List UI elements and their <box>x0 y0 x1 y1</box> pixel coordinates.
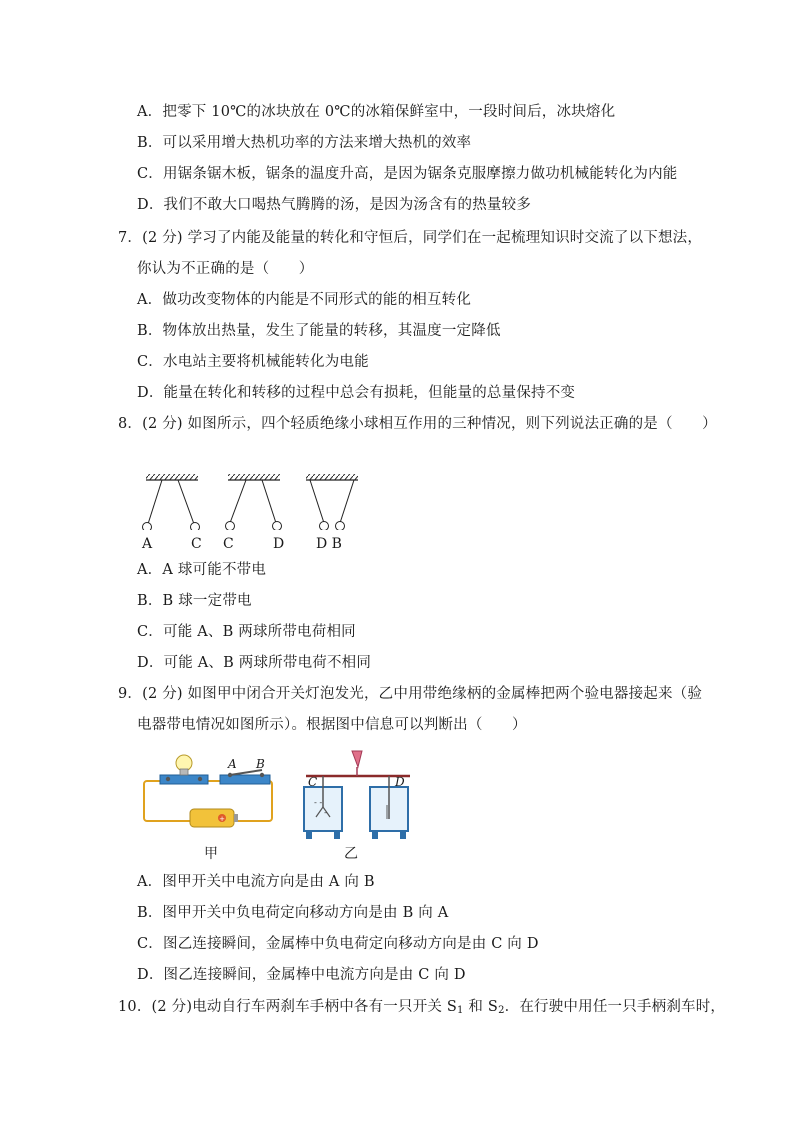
q10-stem-line1 <box>118 998 725 1020</box>
q9-label-b: B <box>256 757 265 771</box>
q8-label-db: D B <box>316 536 342 552</box>
q7-option-c: C．水电站主要将机械能转化为电能 <box>137 354 369 370</box>
q6-option-c: C．用锯条锯木板，锯条的温度升高，是因为锯条克服摩擦力做功机械能转化为内能 <box>137 166 678 182</box>
ceiling-2 <box>228 474 280 480</box>
svg-text:+: + <box>219 815 225 823</box>
q10-text-pre: 10．(2 分)电动自行车两刹车手柄中各有一只开关 S <box>118 999 458 1015</box>
q8-stem-line1: 8．(2 分) 如图所示，四个轻质绝缘小球相互作用的三种情况，则下列说法正确的是（ ） <box>118 416 717 432</box>
q7-stem-line1: 7．(2 分) 学习了内能及能量的转化和守恒后，同学们在一起梳理知识时交流了以下想法， <box>118 230 703 246</box>
q9-option-b: B．图甲开关中负电荷定向移动方向是由 B 向 A <box>137 905 449 921</box>
q10-s2-subscript: 2 <box>498 1005 505 1016</box>
q7-stem-line2: 你认为不正确的是（ ） <box>137 261 314 277</box>
ball-a <box>143 523 152 531</box>
q10-s1-subscript: 1 <box>457 1005 464 1016</box>
q9-stem-line1: 9．(2 分) 如图甲中闭合开关灯泡发光，乙中用带绝缘柄的金属棒把两个验电器接起来（验 <box>118 686 703 702</box>
q8-option-b: B．B 球一定带电 <box>137 593 252 609</box>
ball-c2 <box>226 522 235 531</box>
svg-text:- -: - - <box>314 798 323 807</box>
q9-label-jia: 甲 <box>204 846 218 862</box>
q9-label-a: A <box>228 757 237 771</box>
q8-pendulum-diagram <box>138 470 368 530</box>
q8-option-a: A．A 球可能不带电 <box>137 562 267 578</box>
q9-circuit-electroscope-diagram <box>138 745 428 845</box>
q9-option-a: A．图甲开关中电流方向是由 A 向 B <box>137 874 375 890</box>
q9-option-d: D．图乙连接瞬间，金属棒中电流方向是由 C 向 D <box>137 967 466 983</box>
ball-d <box>273 522 282 531</box>
q10-text-mid: 和 S <box>463 999 499 1015</box>
ceiling-1 <box>146 474 198 480</box>
ball-b <box>336 522 345 531</box>
ceiling-3 <box>306 474 358 480</box>
q9-label-yi: 乙 <box>344 846 358 862</box>
battery-icon <box>190 809 234 827</box>
q9-option-c: C．图乙连接瞬间，金属棒中负电荷定向移动方向是由 C 向 D <box>137 936 539 952</box>
q6-option-d: D．我们不敢大口喝热气腾腾的汤，是因为汤含有的热量较多 <box>137 197 532 213</box>
q7-option-a: A．做功改变物体的内能是不同形式的能的相互转化 <box>137 292 472 308</box>
q7-option-b: B．物体放出热量，发生了能量的转移，其温度一定降低 <box>137 323 501 339</box>
q8-label-c2: C <box>223 536 234 552</box>
q9-stem-line2: 电器带电情况如图所示）。根据图中信息可以判断出（ ） <box>137 717 527 733</box>
q8-option-c: C．可能 A、B 两球所带电荷相同 <box>137 624 356 640</box>
q8-option-d: D．可能 A、B 两球所带电荷不相同 <box>137 655 372 671</box>
q8-label-d: D <box>273 536 285 552</box>
ball-d2 <box>320 522 329 531</box>
q9-label-d: D <box>395 775 405 789</box>
q9-figure <box>138 745 428 865</box>
q9-label-c: C <box>308 775 318 789</box>
q6-option-a: A．把零下 10℃的冰块放在 0℃的冰箱保鲜室中，一段时间后，冰块熔化 <box>137 104 616 120</box>
insulated-handle <box>352 751 362 767</box>
bulb-icon <box>176 755 192 771</box>
q6-option-b: B．可以采用增大热机功率的方法来增大热机的效率 <box>137 135 472 151</box>
q8-label-c: C <box>191 536 202 552</box>
q8-figure <box>138 470 368 555</box>
q8-label-a: A <box>142 536 153 552</box>
ball-c <box>191 523 200 531</box>
q7-option-d: D．能量在转化和转移的过程中总会有损耗，但能量的总量保持不变 <box>137 385 576 401</box>
svg-text:-: - <box>324 808 327 817</box>
q10-text-post: ．在行驶中用任一只手柄刹车时， <box>504 999 726 1015</box>
